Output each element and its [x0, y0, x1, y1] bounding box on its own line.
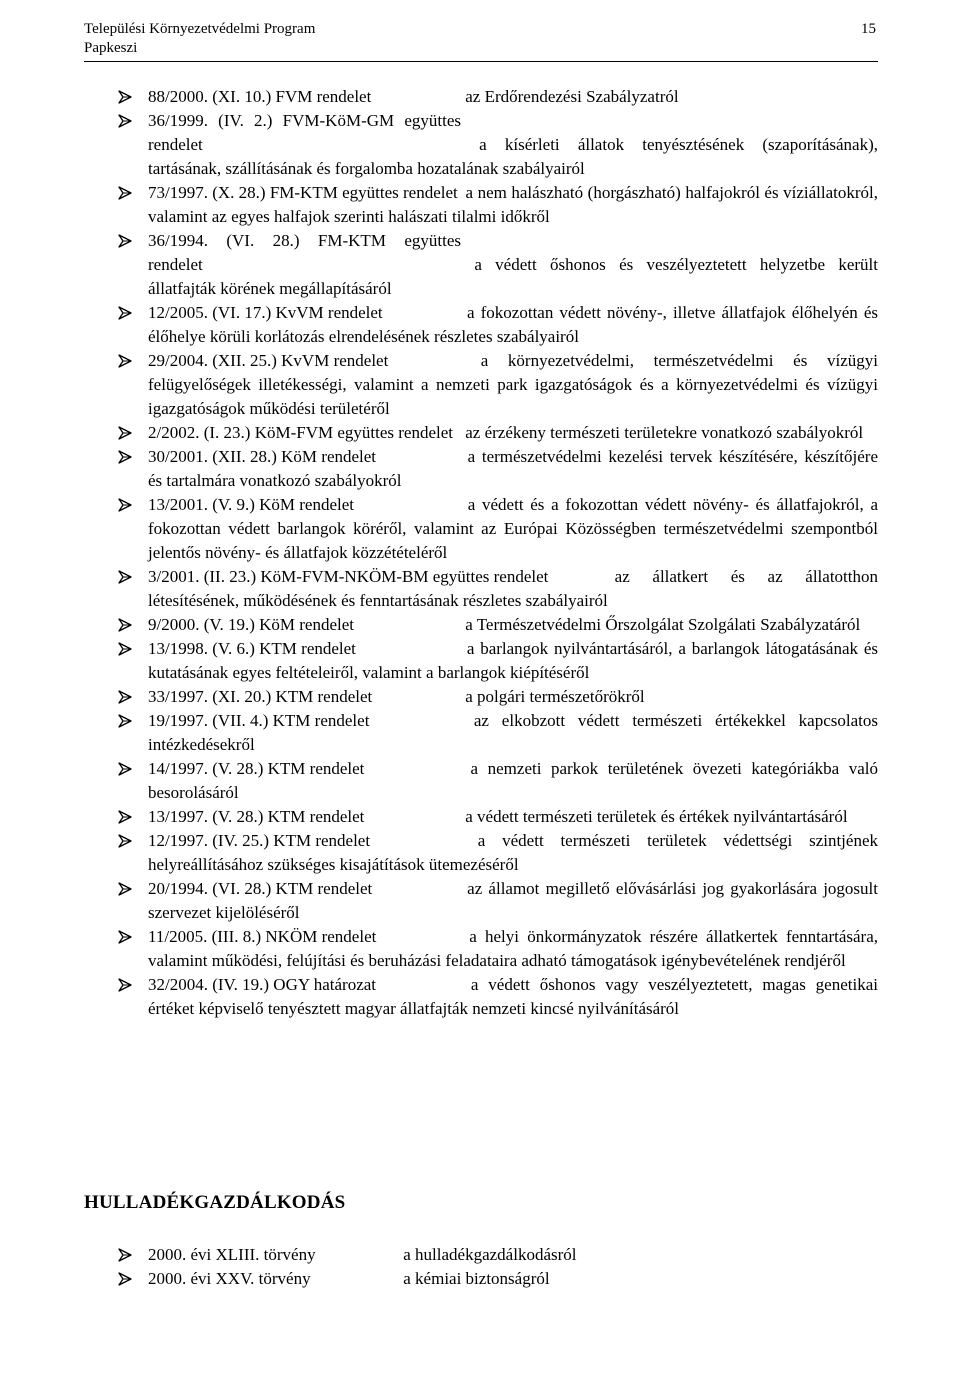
regulation-reference: 12/1997. (IV. 25.) KTM rendelet	[148, 831, 371, 850]
regulation-reference: 73/1997. (X. 28.) FM-KTM együttes rendelet	[148, 183, 458, 202]
regulation-reference: 33/1997. (XI. 20.) KTM rendelet	[148, 687, 373, 706]
regulation-subject: a fokozottan védett növény-, illetve állatfajok élőhelyén és élőhelye körüli korlátozás elrendelésének részletes szabályairól	[148, 303, 879, 346]
arrowhead-bullet-icon	[118, 757, 136, 781]
page-header	[84, 20, 878, 62]
list-item	[118, 637, 878, 685]
regulation-subject: a kísérleti állatok tenyésztésének (szaporításának), tartásának, szállításának és forgalomba hozatalának szabályairól	[148, 135, 879, 178]
regulation-reference: 13/1998. (V. 6.) KTM rendelet	[148, 639, 356, 658]
regulation-subject: az elkobzott védett természeti értékekkel kapcsolatos intézkedésekről	[148, 711, 878, 754]
section-title: HULLADÉKGAZDÁLKODÁS	[84, 1192, 346, 1213]
regulation-reference: 2000. évi XXV. törvény	[148, 1269, 311, 1288]
regulation-subject: a hulladékgazdálkodásról	[403, 1245, 577, 1264]
regulation-subject: a barlangok nyilvántartásáról, a barlangok látogatásának és kutatásának egyes feltételeiről, valamint a barlangok kiépítéséről	[148, 639, 878, 682]
list-item	[118, 1243, 878, 1267]
list-item	[118, 349, 878, 421]
arrowhead-bullet-icon	[118, 877, 136, 901]
arrowhead-bullet-icon	[118, 349, 136, 373]
regulation-subject: a polgári természetőrökről	[465, 687, 645, 706]
arrowhead-bullet-icon	[118, 805, 136, 829]
list-item	[118, 1267, 878, 1291]
regulation-reference: 12/2005. (VI. 17.) KvVM rendelet	[148, 303, 383, 322]
list-item	[118, 565, 878, 613]
document-title: Települési Környezetvédelmi Program	[84, 21, 316, 37]
regulation-reference: 3/2001. (II. 23.) KöM-FVM-NKÖM-BM együttes rendelet	[148, 567, 549, 586]
list-item	[118, 925, 878, 973]
regulation-subject: az Erdőrendezési Szabályzatról	[465, 87, 679, 106]
arrowhead-bullet-icon	[118, 1267, 136, 1291]
regulation-reference: 11/2005. (III. 8.) NKÖM rendelet	[148, 927, 377, 946]
list-item	[118, 445, 878, 493]
arrowhead-bullet-icon	[118, 829, 136, 853]
arrowhead-bullet-icon	[118, 613, 136, 637]
arrowhead-bullet-icon	[118, 709, 136, 733]
regulation-subject: a kémiai biztonságról	[403, 1269, 550, 1288]
arrowhead-bullet-icon	[118, 637, 136, 661]
regulation-reference: 20/1994. (VI. 28.) KTM rendelet	[148, 879, 373, 898]
regulation-subject: az állatkert és az állatotthon létesítésének, működésének és fenntartásának részletes szabályairól	[148, 567, 878, 610]
list-item	[118, 829, 878, 877]
arrowhead-bullet-icon	[118, 301, 136, 325]
list-item	[118, 613, 878, 637]
arrowhead-bullet-icon	[118, 181, 136, 205]
regulation-subject: az érzékeny természeti területekre vonatkozó szabályokról	[465, 423, 864, 442]
arrowhead-bullet-icon	[118, 445, 136, 469]
arrowhead-bullet-icon	[118, 493, 136, 517]
regulation-reference: 36/1994. (VI. 28.) FM-KTM együttes rendelet	[148, 231, 461, 274]
list-item	[118, 493, 878, 565]
regulation-reference: 13/2001. (V. 9.) KöM rendelet	[148, 495, 355, 514]
list-item	[118, 685, 878, 709]
regulation-reference: 32/2004. (IV. 19.) OGY határozat	[148, 975, 377, 994]
regulation-list	[118, 85, 878, 1021]
list-item	[118, 229, 878, 301]
regulation-reference: 36/1999. (IV. 2.) FVM-KöM-GM együttes rendelet	[148, 111, 461, 154]
regulation-reference: 2/2002. (I. 23.) KöM-FVM együttes rendelet	[148, 423, 454, 442]
regulation-reference: 14/1997. (V. 28.) KTM rendelet	[148, 759, 365, 778]
list-item	[118, 973, 878, 1021]
list-item	[118, 301, 878, 349]
arrowhead-bullet-icon	[118, 685, 136, 709]
regulation-subject: a nemzeti parkok területének övezeti kategóriákba való besorolásáról	[148, 759, 878, 802]
list-item	[118, 85, 878, 109]
regulation-subject: a védett és a fokozottan védett növény- és állatfajokról, a fokozottan védett barlangok köréről, valamint az Európai Közösségben természetvédelmi szempontból jelentős növény- és állatfajok közzétételéről	[148, 495, 879, 562]
regulation-subject: az államot megillető elővásárlási jog gyakorlására jogosult szervezet kijelöléséről	[148, 879, 878, 922]
page-number: 15	[861, 21, 876, 37]
regulation-reference: 9/2000. (V. 19.) KöM rendelet	[148, 615, 355, 634]
regulation-subject: a Természetvédelmi Őrszolgálat Szolgálati Szabályzatáról	[465, 615, 861, 634]
list-item	[118, 805, 878, 829]
list-item	[118, 181, 878, 229]
list-item	[118, 877, 878, 925]
document-subtitle: Papkeszi	[84, 40, 138, 56]
waste-regulation-list	[118, 1243, 878, 1291]
list-item	[118, 709, 878, 757]
regulation-subject: a természetvédelmi kezelési tervek készítésére, készítőjére és tartalmára vonatkozó szabályokról	[148, 447, 878, 490]
regulation-reference: 88/2000. (XI. 10.) FVM rendelet	[148, 87, 372, 106]
regulation-reference: 29/2004. (XII. 25.) KvVM rendelet	[148, 351, 389, 370]
regulation-reference: 13/1997. (V. 28.) KTM rendelet	[148, 807, 365, 826]
regulation-subject: a környezetvédelmi, természetvédelmi és vízügyi felügyelőségek illetékességi, valamint a nemzeti park igazgatóságok és a környezetvédelmi és vízügyi igazgatóságok működési területéről	[148, 351, 879, 418]
list-item	[118, 757, 878, 805]
regulation-subject: a védett őshonos vagy veszélyeztetett, magas genetikai értéket képviselő tenyésztett magyar állatfajták nemzeti kincsé nyilvánításáról	[148, 975, 878, 1018]
list-item	[118, 421, 878, 445]
arrowhead-bullet-icon	[118, 925, 136, 949]
arrowhead-bullet-icon	[118, 973, 136, 997]
arrowhead-bullet-icon	[118, 109, 136, 133]
regulation-subject: a védett természeti területek védettségi szintjének helyreállításához szükséges kisajátítások ütemezéséről	[148, 831, 878, 874]
arrowhead-bullet-icon	[118, 229, 136, 253]
list-item	[118, 109, 878, 181]
arrowhead-bullet-icon	[118, 565, 136, 589]
arrowhead-bullet-icon	[118, 85, 136, 109]
regulation-subject: a nem halászható (horgászható) halfajokról és víziállatokról, valamint az egyes halfajok szerinti halászati tilalmi időkről	[148, 183, 879, 226]
regulation-subject: a védett természeti területek és értékek nyilvántartásáról	[465, 807, 848, 826]
regulation-subject: a védett őshonos és veszélyeztetett helyzetbe került állatfajták körének megállapításáról	[148, 255, 878, 298]
regulation-reference: 19/1997. (VII. 4.) KTM rendelet	[148, 711, 370, 730]
regulation-subject: a helyi önkormányzatok részére állatkertek fenntartására, valamint működési, felújítási és beruházási feladataira adható támogatások igénybevételének rendjéről	[148, 927, 878, 970]
regulation-reference: 2000. évi XLIII. törvény	[148, 1245, 316, 1264]
regulation-reference: 30/2001. (XII. 28.) KöM rendelet	[148, 447, 377, 466]
arrowhead-bullet-icon	[118, 1243, 136, 1267]
arrowhead-bullet-icon	[118, 421, 136, 445]
